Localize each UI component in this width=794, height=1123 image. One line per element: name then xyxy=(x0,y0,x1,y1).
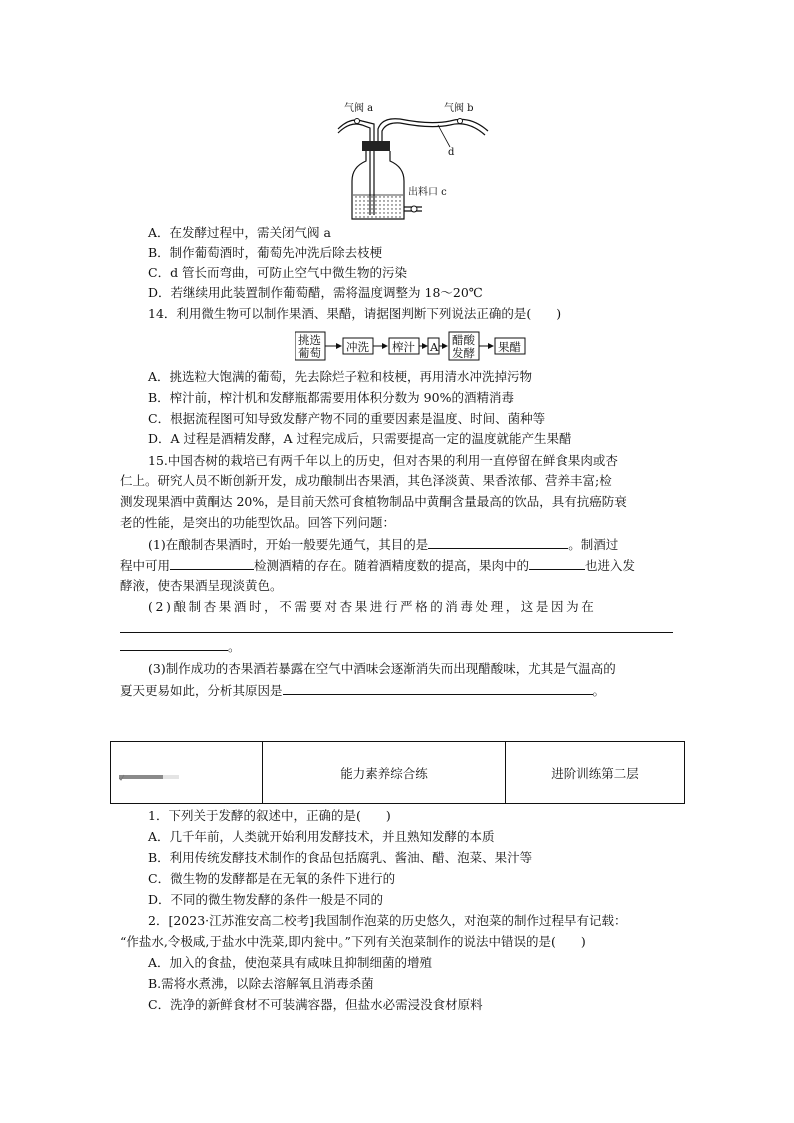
q14-option-d: D．A 过程是酒精发酵，A 过程完成后，只需要提高一定的温度就能产生果醋 xyxy=(148,431,572,446)
q1-option-b: B．利用传统发酵技术制作的食品包括腐乳、酱油、醋、泡菜、果汁等 xyxy=(148,850,533,865)
stopper xyxy=(362,141,390,151)
q2-stem-line2: “作盐水,令极咸,于盐水中洗菜,即内瓮中。”下列有关泡菜制作的说法中错误的是( ) xyxy=(120,934,586,949)
q15-part2-end-mark: 。 xyxy=(228,639,241,654)
q15-part3-end-mark: 。 xyxy=(592,683,606,698)
answer-blank[interactable] xyxy=(170,556,254,570)
flow-step-select-line1: 挑选 xyxy=(298,333,321,347)
q1-stem: 1．下列关于发酵的叙述中，正确的是( ) xyxy=(148,808,391,823)
q15-part1-text: 检测酒精的存在。随着酒精度数的提高，果肉中的 xyxy=(254,558,530,573)
q15-part1-text: (1)在酿制杏果酒时，开始一般要先通气，其目的是 xyxy=(148,537,429,552)
section-title: 能力素养综合练 xyxy=(340,765,428,781)
flow-step-a-label: A xyxy=(430,340,439,354)
outlet-c-label: 出料口 c xyxy=(408,187,447,198)
q15-part3-line1: (3)制作成功的杏果酒若暴露在空气中酒味会逐渐消失而出现醋酸味，尤其是气温高的 xyxy=(148,661,616,676)
q15-part1-text: 程中可用 xyxy=(120,558,171,573)
flow-step-juice-label: 榨汁 xyxy=(392,340,415,354)
q15-intro-line2: 仁上。研究人员不断创新开发，成功酿制出杏果酒，其色泽淡黄、果香浓郁、营养丰富;检 xyxy=(120,473,612,488)
q15-part1-text-end: 。制酒过 xyxy=(568,537,619,552)
outlet-valve-icon xyxy=(411,206,417,212)
section-progress-cell xyxy=(111,742,263,803)
q1-option-d: D．不同的微生物发酵的条件一般是不同的 xyxy=(148,892,384,907)
q2-option-b: B.需将水煮沸，以除去溶解氧且消毒杀菌 xyxy=(148,976,374,991)
section-level-cell xyxy=(506,742,684,803)
q15-part3-text: 夏天更易如此，分析其原因是 xyxy=(120,683,283,698)
q15-part1-text: 也进入发 xyxy=(585,558,636,573)
q2-option-c: C．洗净的新鲜食材不可装满容器，但盐水必需浸没食材原料 xyxy=(148,997,483,1012)
answer-blank[interactable] xyxy=(428,535,568,549)
q13-option-c: C．d 管长而弯曲，可防止空气中微生物的污染 xyxy=(148,265,408,280)
q2-stem-line1: 2．[2023·江苏淮安高二校考]我国制作泡菜的历史悠久，对泡菜的制作过程早有记载： xyxy=(148,913,627,928)
q14-option-c: C．根据流程图可知导致发酵产物不同的重要因素是温度、时间、菌种等 xyxy=(148,411,546,426)
q15-part1-line1 xyxy=(148,535,618,554)
answer-blank-line[interactable] xyxy=(120,632,673,633)
q15-part2: (2)酿制杏果酒时，不需要对杏果进行严格的消毒处理，这是因为在 xyxy=(148,599,597,614)
process-flow-chart xyxy=(295,330,535,362)
q15-intro-line4: 老的性能，是突出的功能型饮品。回答下列问题： xyxy=(120,515,396,530)
section-title-cell xyxy=(263,742,506,803)
q14-option-b: B．榨汁前，榨汁机和发酵瓶都需要用体积分数为 90%的酒精消毒 xyxy=(148,390,514,405)
flow-step-vinegar-label: 果醋 xyxy=(498,340,521,354)
q2-option-a: A．加入的食盐，使泡菜具有咸味且抑制细菌的增殖 xyxy=(148,955,433,970)
q15-intro-line1: 15.中国杏树的栽培已有两千年以上的历史，但对杏果的利用一直停留在鲜食果肉或杏 xyxy=(148,453,618,468)
q15-part3-line2 xyxy=(120,681,605,700)
flow-step-acetic-line2: 发酵 xyxy=(452,346,475,360)
valve-a-icon xyxy=(355,119,360,124)
fermentation-liquid xyxy=(353,195,403,218)
tube-d-label: d xyxy=(448,147,455,158)
flow-step-rinse-label: 冲洗 xyxy=(346,340,369,354)
section-level: 进阶训练第二层 xyxy=(551,765,639,781)
q13-option-a: A．在发酵过程中，需关闭气阀 a xyxy=(148,225,331,240)
valve-b-label: 气阀 b xyxy=(444,103,474,114)
answer-blank[interactable] xyxy=(529,556,585,570)
flow-step-select-line2: 葡萄 xyxy=(298,346,321,360)
valve-b-icon xyxy=(458,119,463,124)
q15-intro-line3: 测发现果酒中黄酮达 20%，是目前天然可食植物制品中黄酮含量最高的饮品，具有抗癌防衰 xyxy=(120,494,627,509)
flow-step-acetic-line1: 醋酸 xyxy=(452,333,475,347)
answer-blank[interactable] xyxy=(283,681,593,695)
q15-part1-line3: 酵液，使杏果酒呈现淡黄色。 xyxy=(120,578,283,593)
q14-option-a: A．挑选粒大饱满的葡萄，先去除烂子粒和枝梗，再用清水冲洗掉污物 xyxy=(148,369,533,384)
valve-a-label: 气阀 a xyxy=(344,103,374,114)
fermentation-apparatus-figure xyxy=(330,95,510,225)
q13-option-b: B．制作葡萄酒时，葡萄先冲洗后除去枝梗 xyxy=(148,245,383,260)
q1-option-c: C．微生物的发酵都是在无氧的条件下进行的 xyxy=(148,871,396,886)
q13-option-d: D．若继续用此装置制作葡萄醋，需将温度调整为 18～20℃ xyxy=(148,285,483,300)
q14-stem: 14．利用微生物可以制作果酒、果醋，请据图判断下列说法正确的是( ) xyxy=(148,306,562,321)
section-header-table xyxy=(110,741,685,804)
q1-option-a: A．几千年前，人类就开始利用发酵技术，并且熟知发酵的本质 xyxy=(148,829,495,844)
q15-part1-line2 xyxy=(120,556,635,575)
q15-part2-end xyxy=(120,637,241,656)
progress-bar-icon xyxy=(119,772,179,782)
answer-blank[interactable] xyxy=(120,637,228,651)
